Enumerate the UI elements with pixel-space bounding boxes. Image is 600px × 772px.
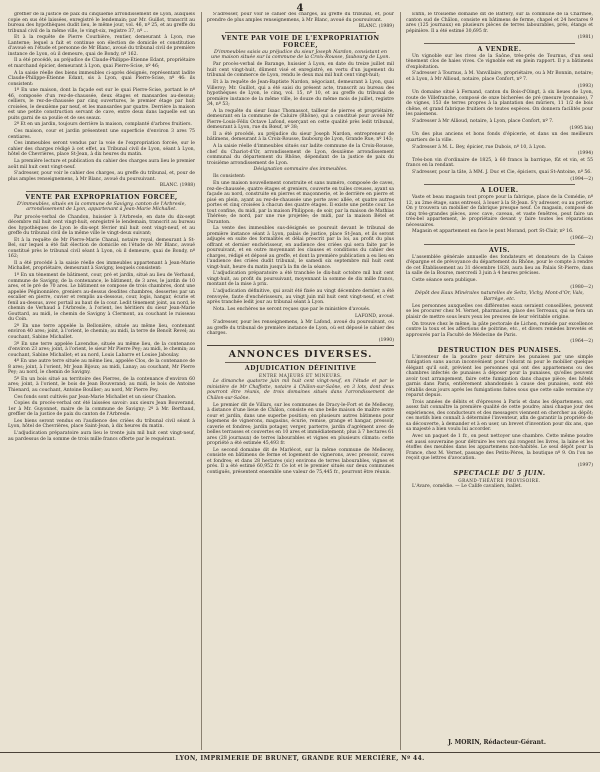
section-heading: ANNONCES DIVERSES.	[228, 349, 373, 361]
paragraph: Cette séance sera publique.	[412, 277, 477, 283]
paragraph: Le dimanche quatorze juin mil huit cent vingt-neuf, en l'étude et par le ministère de Mr Chaffotte, notaire à Châlon-sur-Saône, en 3 lots, dont deux pourront être réunis, de trois domaines situés dans l'arrondissement de Châlon-sur-Saône.	[207, 379, 394, 401]
ad-signature: (1997)	[577, 462, 593, 468]
column-1	[8, 12, 195, 750]
notice-heading: VENTE PAR VOIE DE L'EXPROPRIATION FORCÉE,	[221, 34, 380, 49]
paragraph: La première lecture et publication du cahier des charges aura lieu le premier août mil huit cent vingt-neuf.	[8, 159, 195, 170]
divider	[225, 362, 376, 363]
ad-signature: (1980—2)	[570, 284, 593, 290]
paragraph: Et à la requête de Mr Pierre-Marie Chanal, notaire royal, demeurant à St-Bel, sur lequel a été fait élection de domicile en l'étude de Mr Blanc, avoué constitué près le tribunal civil séant à Lyon, où il demeure, quai de Bondy, nº 162;	[8, 237, 195, 260]
paragraph: Trois années de débits et d'épreuves à Paris et dans les départemens, ont assez fait connaître la première qualité de cette poudre; ainsi chaque jour des expériences, des conducteurs et des messagers viennent en chercher au dépôt; ces motifs bien connaît à déterminé l'inventeur, afin de garantir la propriété de sa découverte, à demander et à en user, un brevet d'invention pour dix ans, que sa majesté a bien voulu lui accorder.	[406, 399, 593, 433]
notice-heading: VENTE PAR EXPROPRIATION FORCÉE,	[25, 193, 178, 201]
paragraph: Les personnes auxquelles ces différentes eaux seraient conseillées, peuvent se les procurer chez M. Vernet, pharmacien, place des Terreaux, qui se fera un plaisir de mettre sous leurs yeux les preuves de leur véritable origine.	[406, 303, 593, 320]
divider	[225, 32, 376, 33]
paragraph: 1º En une maison, dont la façade est sur le quai Pierre-Scise, portant le nº 46, composée d'un rez-de-chaussée, deux étages et mansardes au-dessus; celliers, le rez-de-chaussée par cinq ouvertures, le premier étage par huit croisées, le deuxième par neuf, et les mansardes par quatre. Derrière la maison est une petite construction servant de cave, entre deux dans laquelle est un puits garni de sa poulie et de ses seaux.	[8, 88, 195, 121]
paragraph: Les biens seront vendus en l'audience des criées du tribunal civil séant à Lyon, hôtel de Chevrières, place Saint-Jean, à dix heures du matin.	[8, 418, 195, 430]
divider	[26, 191, 177, 192]
paragraph: Un des plus anciens et bons fonds d'épicerie, et dans un des meilleurs quartiers de la ville.	[406, 132, 593, 143]
paragraph: Par procès-verbal de Chandon, huissier à l'Arbresle, en date du dix-sept décembre mil huit cent vingt-huit, enregistré le lendemain, transcrit au bureau des hypothèques de Lyon le dix-sept février mil huit cent vingt-neuf, et au greffe du tribunal civil de la même ville le vingt-deux suivant;	[8, 214, 195, 237]
paragraph: A la saisie réelle des biens immeubles ci-après désignés, représentant ladite Claude-Philippe-Étienne Edant, sis à Lyon, quai Pierre-Scise, nº 46: ils consistent:	[8, 70, 195, 87]
paragraph: On trouve chez le même, la pâte pectorale de Lichen, remède par excellence contre la toux et les affections de poitrine, etc., et divers remèdes brevetés et approuvés par la Faculté de Médecine de Paris.	[406, 321, 593, 338]
ad-signature: (1993)	[577, 83, 593, 89]
paragraph: S'adresser, pour voir le cahier des charges, au greffe du tribunal, et, pour de plus amples renseignemens, à Mr Blanc, avoué du poursuivant.	[8, 171, 195, 182]
columns	[8, 12, 593, 750]
paragraph: Un domaine situé à Fernand, canton du Bois-d'Oingt, à six lieues de Lyon, route de Villefranche, composé de onze bicherées de pré (mesure lyonnaise), 7 de vignes, 153 de terres propres à la plantation des mûriers, 11 1/2 de bois chêne, et grand fabrique fruitiers de toutes espèces. On donnera facilités pour les paiemens.	[406, 90, 593, 118]
notice-heading: ADJUDICATION DÉFINITIVE	[244, 365, 357, 373]
paragraph: Avec un paquet de 1 fr., on peut nettoyer une chambre. Cette même poudre est aussi souveraine pour détruire les vers qui rongent les livres, la laine et les étoffes des meubles dans les appartemens non-habités. Le seul dépôt pour la France, chez M. Vernet, passage des Petits-Pères, la boutique nº 9. On l'on ne reçoit que lettres d'avocation.	[406, 434, 593, 462]
paragraph: S'adresser à M. L. Bey, épicier, rue Dubois, nº 10, à Lyon.	[412, 144, 547, 150]
paragraph: La vente des immeubles sus-désignés se poursuit devant le tribunal de première instance séant à Lyon, palais de justice, place St-Jean, et ils seront adjugés en suite des formalités et délai prescrit par la loi, au profit du plus offrant et dernier enchérisseur, en audience des criées qui sera faite par le poursuivant, et en outre moyennant les clauses et conditions du cahier des charges, rédigé et déposé au greffe, et dont la première publication a eu lieu en l'audience des criées dudit tribunal, le samedi six septembre mil huit cent vingt-huit, heure du matin jusqu'à la fin de la séance.	[207, 226, 394, 270]
column-3	[400, 12, 593, 750]
notice-heading: SPECTACLE DU 5 JUIN.	[453, 470, 546, 478]
ad-signature: (1966—2)	[570, 236, 593, 242]
ad-signature: (1964—2)	[570, 339, 593, 345]
divider	[424, 43, 575, 44]
paragraph: 4º En une autre terre située au même lieu, appelée Clos, de la contenance de 8 ares; joint, à l'orient, Mr Jean Bijoux; au midi, Lanay; au couchant, Mr Pierre Pey; au nord, le chemin de Savigny.	[8, 359, 195, 376]
ad-signature: BLANC. (1989)	[358, 24, 394, 30]
paragraph: Un vignoble sur les rives de la Saône, très-près de Tournus, d'un seul tènement clos de haies vives. Ce vignoble est en plein rapport. Il y a bâtimens d'exploitation.	[406, 53, 593, 70]
paragraph: Il a été procédé à la saisie réelle des immeubles appartenant à Jean-Marie Michallet, propriétaire, demeurant à Savigny, lesquels consistent:	[8, 260, 195, 272]
paragraph: Vaste et beau magasin tout propre pour la fabrique, place de la Comédie, nº 12, au 2me étage, sans entresol, à louer à la St-Jean. S'y adresser, ou au portier. On y trouvera un mobilier de fabrique presque neuf. Ce magasin, composé de cinq très-grandes pièces, avec cave, caveau, et vaste fenêtres, peut faire un très-bel appartement, le propriétaire devant y faire toutes les réparations nécessaires.	[406, 195, 593, 228]
notice-heading: AVIS.	[489, 246, 510, 254]
paragraph: Nota. Les enchères ne seront reçues que par le ministère d'avoués.	[213, 306, 371, 312]
notice-subheading: D'immeubles, situés en la commune de Savigny, canton de l'Arbresle, arrondissement de Lyon, appartenant à Jean-Marie Michallet.	[17, 201, 186, 213]
paragraph: Il a été procédé, au préjudice de Claude-Philippe-Étienne Edant, propriétaire et marchand épicier, demeurant à Lyon, quai Pierre-Scise, nº 46;	[8, 58, 195, 69]
paragraph: S'adresser, pour la tâte, à MM. J. Duc et Cie, épiciers, quai St-Antoine, nº 56.	[412, 170, 592, 176]
paragraph: Par procès-verbal de Barange, huissier à Lyon, en date du treize juillet mil huit cent vingt-huit, dûment visé et enregistré, en vertu d'un jugement du tribunal de commerce de Lyon, rendu le deux mai mil huit cent vingt-huit;	[207, 62, 394, 79]
notice-heading: Dépôt des Eaux Minérales naturelles de Seltz, Vichy, Mont-d'Or, Vals, Barrège, etc.	[415, 291, 584, 302]
paragraph: 2º En une terre appelée la Bellonière, située au même lieu, contenant environ 40 ares; joint, à l'orient, le chemin; au midi, la terre de Benoît Revel; au couchant, Sabine Michallet.	[8, 323, 195, 340]
paragraph: 5º En un bois situé au territoire des Pierres, de la contenance d'environ 60 ares; joint, à l'orient, le bois de Jean Bouverand; au midi, le bois de Antoine Thienard, au couchant, Antoine Boullier; au nord, Mr Pierre Pey.	[8, 376, 195, 393]
paragraph: L'adjudication préparatoire a été tranchée le dix-huit octobre mil huit cent vingt-huit, au profit du poursuivant, moyennant la somme de dix mille francs, montant de la mise à prix.	[207, 271, 394, 288]
ad-signature: (1995 bis)	[569, 125, 593, 131]
paragraph: L'adjudication définitive, qui avait été fixée au vingt décembre dernier, a été renvoyée, faute d'enchérisseurs, au vingt juin mil huit cent vingt-neuf, et c'est après tranchée ledit jour au tribunal séant à Lyon.	[207, 289, 394, 306]
notice-subheading: ENTRE MAJEURS ET MINEURS.	[258, 373, 343, 379]
paragraph: S'adresser, pour voir le cahier des charges, au greffe du tribunal, et, pour prendre de plus amples renseignemens, à Mr Blanc, avoué du poursuivant.	[207, 12, 394, 23]
editor-signature: J. MORIN, Rédacteur-Gérant.	[448, 739, 546, 746]
paragraph: Et à la requête de Jean-Baptiste Nardon, négociant, demeurant à Lyon, quai Villeroy; Mr. Guillot, qui a été saisi du présent acte, transcrit au bureau des hypothèques de Lyon, le cinq, vol. 15, nº 10, et au greffe du tribunal de première instance de la même ville, le douze du même mois de juillet, registre 34, nº 53;	[207, 80, 394, 108]
divider	[207, 345, 394, 346]
paragraph: L'Avare, comédie. — Le Calife cavaliers, ballet.	[412, 484, 522, 490]
notice-heading: A LOUER.	[480, 187, 519, 195]
paragraph: Très-bon vin d'ordinaire de 1825, à 60 francs la barrique, fût et vin, et 55 francs en la rendant.	[406, 157, 593, 169]
ad-signature: (1990)	[378, 337, 394, 343]
paragraph: Copies du procès-verbal ont été laissées savoir: aux sieurs Jean Bouverand, 1er à Mr. Guyonnet, maire de la commune de Savigny; 2º à Mr. Berthaud, greffier de la justice de paix du canton de l'Arbresle.	[8, 401, 195, 418]
notice-subheading: GRAND-THÉÂTRE PROVISOIRE.	[458, 478, 541, 484]
designation-heading: Désignation sommaire des immeubles.	[253, 167, 348, 173]
notice-subheading: D'immeubles saisis au préjudice du sieur Joseph Nardon, consistant en une maison située sur la commune de la Croix-Rousse, faubourg de Lyon.	[211, 49, 390, 61]
paragraph: L'assemblée générale annuelle des fondateurs et donateurs de la Caisse d'épargne et de prévoyance du département du Rhône, pour le compte à rendre de cet Établissement au 31 décembre 1828, aura lieu au Palais St-Pierre, dans la salle de la Bourse, mercredi 3 juin à 4 heures précises.	[406, 254, 593, 277]
ad-signature: BLANC. (1988)	[159, 183, 195, 189]
paragraph: 3º En une terre appelée Lavendue, située au même lieu, de la contenance d'environ 23 ares; joint, à l'orient, le sieur Mr Pierre Pey; au midi, le chemin; au couchant, Sabine Michallet; et au nord, Louis Labarre et Louise Jaboulay.	[8, 341, 195, 358]
paragraph: 1º En un tènement de bâtiment, cour, pré et jardin, situé au lieu de Verhaud, commune de Savigny, de la contenance, le bâtiment, de 3 ares, le jardin de 10 ares, et le pré de 70 ares. Le bâtiment se compose de trois chambres, dont une appelée Péginonnière, greniers au-dessus desdites chambres, dessertes par un escalier en pierre, cuvier et remplis au-dessous, cour, logis, hangar, écurie et fenil au-dessus, avec portail au haut de la cour. Ledit tènement joint, au nord, le chemin de Verhaud à l'Arbresle, à l'orient, les héritiers du sieur Jean-Marie Gouttard, au midi, le chemin de Savigny à Clermont, au couchant le ruisseau du Coin.	[8, 273, 195, 323]
paragraph: Ces immeubles seront vendus par la voie de l'expropriation forcée, sur le cahier des charges rédigé à cet effet, au Tribunal civil de Lyon, séant à Lyon, hôtel de Chevrières, place St-Jean, à dix heures du matin.	[8, 141, 195, 158]
paragraph: En une maison nouvellement construite et sans numéro, composée de caves, rez-de-chaussée, quatre étages et greniers, couverte en tuiles creuses, ayant sa façade au nord, construite en pierres et maçonnerie, et le derrière en pierre et pisé en plein, ayant au rez-de-chaussée une porte avec allée, et quatre autres portes et cinq croisées à chacun des quatre étages. Il existe une petite cour. Le tout confine, du midi, par la maison Philippon; de soir, par la maison de Mathias Thérèse; de nord, par une rue projetée; de midi, par la maison Bétel et Duranton.	[207, 181, 394, 225]
paragraph: greffier de la justice de paix du cinquième arrondissement de Lyon, auxquels copie en sus été laissées, enregistré le lendemain; par Mr. Guillot, transcrit au bureau des hypothèques dudit lieu, le même jour, vol. 46, nº 25, et au greffe du tribunal civil de la même ville, le vingt-six, registre 37, nº ...	[8, 12, 195, 34]
divider	[424, 184, 575, 185]
ad-signature: LAFOND, avoué.	[354, 313, 394, 319]
paragraph: 2º Et en un jardin, toujours derrière la maison, complanté d'arbres fruitiers.	[14, 122, 192, 128]
column-2	[201, 12, 394, 750]
page-number: 4	[296, 3, 304, 14]
paragraph: Ils consistent:	[213, 174, 246, 180]
paragraph: Le premier dit de Villars, sur les communes de Dracy-le-Fort et de Mellecey, à distance d'une lieue de Châlon, consiste en une belle maison de maître entre cour et jardin, dans une superbe position; en plusieurs autres bâtimens pour logemens de vignerons, magasins, écurie, remise, grange et hangar, pressoir, caverie et fondres; jardin potager, verger, parterre, jardin d'agrément avec de belles terrasses et couvertes en 10 ares et immédiatement; plus à 7 hectares 61 ares (28 journaux) de terres labourables et vignes en plusieurs climats: cette propriété a été estimée 45,493 fr.	[207, 402, 394, 447]
ad-signature: (1994)	[577, 151, 593, 157]
paragraph: A la saisie réelle d'immeubles situés sur ladite commune de la Croix-Rousse, chef du Chariot-d'Or, arrondissement de Lyon, deuxième arrondissement communal du département du Rhône, dépendant de la justice de paix du troisième arrondissement de Lyon.	[207, 144, 394, 166]
paragraph: Magasin et appartement en face le pont Morand, port St-Clair, nº 16.	[412, 229, 574, 235]
ad-signature: (1994—2)	[570, 176, 593, 182]
paragraph: Le second domaine dit de Marlécot, sur la même commune de Mellecey, consiste en bâtimens de ferme et logement de vignerons, avec pressoir, cuves et fondres; et dans 28 hectares (sic) environs de terres labourables, vignes et prés. Il a été estimé 60,952 fr. Ce lot et le premier situés sur deux communes contiguës, présentent ensemble une valeur de 75,445 fr., pourront être réunis.	[207, 447, 394, 475]
paragraph: Et à la requête de Pierre Courbière, rentier, demeurant à Lyon, rue Lanterne; lequel a fait et continue son élection de domicile et constitution d'avoué en l'étude et personne de Mr Blanc, avoué du tribunal civil de première instance de Lyon, où il demeure, quai de Bondy, nº 162.	[8, 35, 195, 57]
ad-signature: (1981)	[577, 35, 593, 41]
paragraph: S'adresser à Tournus, à M. Vanvillaire, propriétaire, ou à Mr Bonnin, notaire; et à Lyon, à Mr Allioud, notaire, place Confort, nº 7.	[406, 71, 593, 82]
divider	[424, 244, 575, 245]
paragraph: A la requête du sieur Isaac Thomassot, tailleur de pierres et propriétaire, demeurant en la commune de Caluire (Rhône), qui a constitué pour avoué Mr Pierre-Louis-Félix Octave Lafond, exerçant en cette qualité près ledit tribunal, demeurant à Lyon, rue du Bœuf, nº 38;	[207, 108, 394, 131]
paragraph: L'inventeur de la poudre pour détruire les punaises par une simple fumigation sans aucun inconvénient pour l'odorat ni pour le mobilier quelque élégant qu'il soit, prévient les personnes qui ont des appartemens ou des chambres infectés de punaises à déposer pour la punaises, qu'elles peuvent avoir tout arrangement, faire cette fumigation dans chaque pièce; des hôtels garnis dans Paris, entièrement abandonnés à cause des punaises, sont été rétablis deux jours après les fumigations faites sous que cette salle vermine n'y reparut depuis.	[406, 354, 593, 399]
paragraph: Ces fonds sont cultivés par Jean-Marie Michallet et un sieur Chanlon.	[14, 394, 177, 400]
paragraph: S'adresser à Mr Allioud, notaire, à Lyon, place Confort, nº 7.	[412, 118, 554, 124]
printer-footer: LYON, IMPRIMERIE DE BRUNET, GRANDE RUE MERCIÈRE, Nº 44.	[0, 752, 600, 762]
notice-heading: DESTRUCTION DES PUNAISES.	[437, 346, 562, 354]
notice-heading: A VENDRE.	[477, 45, 522, 53]
paragraph: L'adjudication préparatoire aura lieu le trente juin mil huit cent vingt-neuf, au pardessus de la somme de trois mille francs offerte par le requérant.	[8, 431, 195, 442]
paragraph: S'adresser, pour les renseignemens, à Mr Lafond, avoué du poursuivant, ou au greffe du tribunal de première instance de Lyon, où est déposé le cahier des charges.	[207, 320, 394, 337]
paragraph: Enfin, le troisième domaine dit de Battery, sur la commune de la Charmée, canton sud de Châlon, consiste en bâtimens de ferme, chapel et 24 hectares 9 ares (125 journaux) en plusieurs pièces de terres labourables, prés, étangs et pépinière. Il a été estimé 30,695 fr.	[406, 12, 593, 34]
paragraph: Il a été procédé, au préjudice du sieur Joseph Nardon, entrepreneur de bâtimens, demeurant à la Croix-Rousse, faubourg de Lyon, Grande Rue, nº 143;	[207, 131, 394, 143]
paragraph: Ces maison, cour et jardin présentent une superficie d'environ 3 ares 75 centiares.	[8, 129, 195, 140]
